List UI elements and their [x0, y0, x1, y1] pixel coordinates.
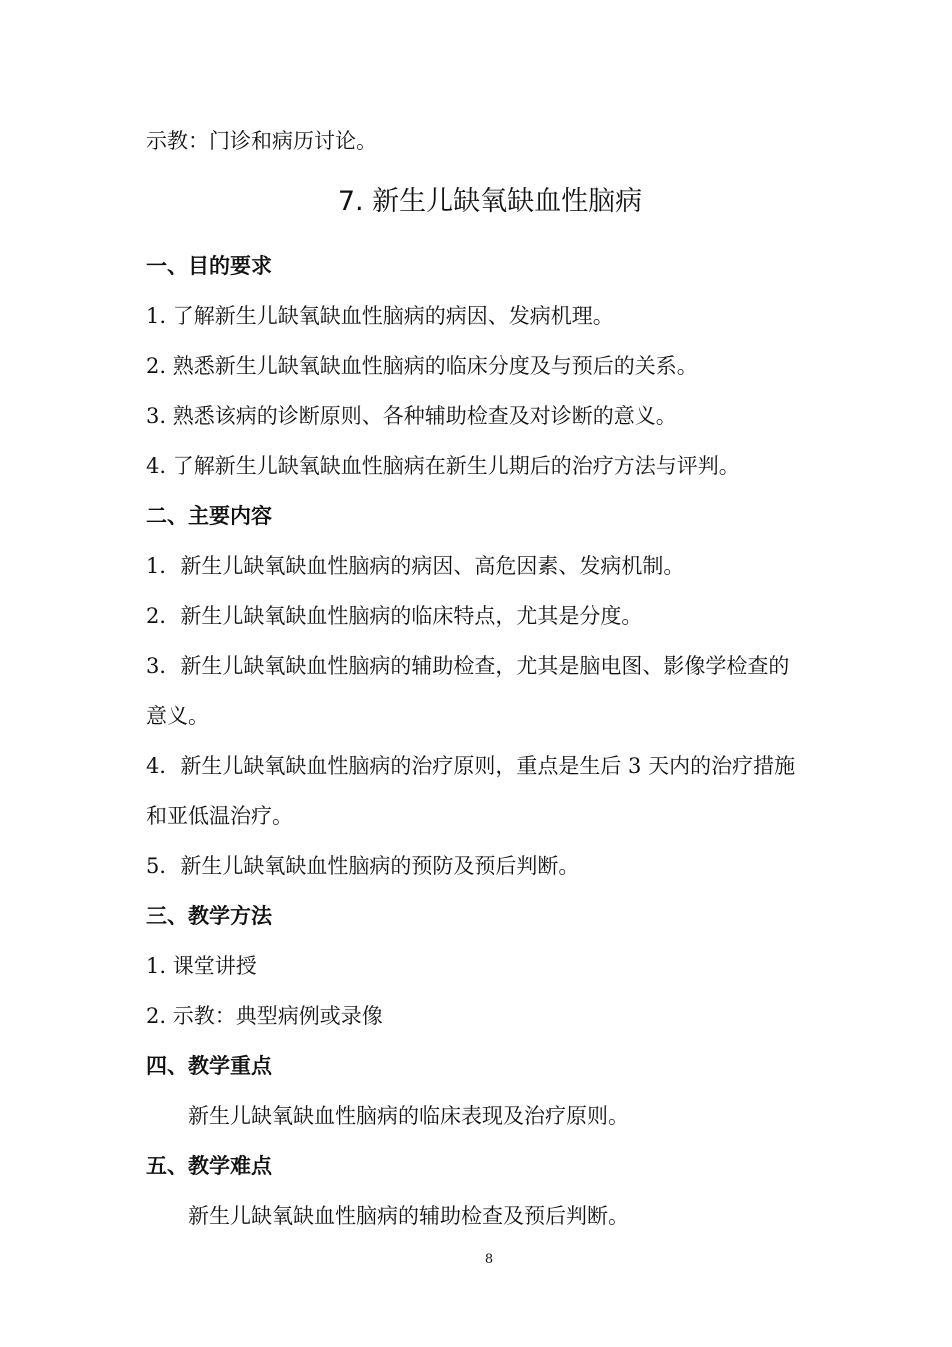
objective-item: 4. 了解新生儿缺氧缺血性脑病在新生儿期后的治疗方法与评判。 [146, 454, 740, 478]
key-points-text: 新生儿缺氧缺血性脑病的临床表现及治疗原则。 [188, 1104, 629, 1128]
method-item: 1. 课堂讲授 [146, 954, 257, 978]
objective-item: 2. 熟悉新生儿缺氧缺血性脑病的临床分度及与预后的关系。 [146, 354, 698, 378]
objective-item: 1. 了解新生儿缺氧缺血性脑病的病因、发病机理。 [146, 304, 614, 328]
content-heading: 二、主要内容 [146, 504, 272, 528]
method-item: 2. 示教：典型病例或录像 [146, 1004, 383, 1028]
content-item: 3．新生儿缺氧缺血性脑病的辅助检查，尤其是脑电图、影像学检查的 [146, 654, 790, 678]
objective-item: 3. 熟悉该病的诊断原则、各种辅助检查及对诊断的意义。 [146, 404, 677, 428]
objectives-heading: 一、目的要求 [146, 254, 272, 278]
page-number: 8 [484, 1252, 494, 1267]
content-item: 4．新生儿缺氧缺血性脑病的治疗原则，重点是生后 3 天内的治疗措施 [146, 754, 796, 778]
difficulties-text: 新生儿缺氧缺血性脑病的辅助检查及预后判断。 [188, 1204, 629, 1228]
content-item: 2．新生儿缺氧缺血性脑病的临床特点，尤其是分度。 [146, 604, 643, 628]
key-points-heading: 四、教学重点 [146, 1054, 272, 1078]
content-item-continuation: 意义。 [146, 704, 209, 728]
intro-line: 示教：门诊和病历讨论。 [146, 129, 377, 153]
difficulties-heading: 五、教学难点 [146, 1154, 272, 1178]
content-item: 5．新生儿缺氧缺血性脑病的预防及预后判断。 [146, 854, 580, 878]
methods-heading: 三、教学方法 [146, 904, 272, 928]
section-title: 7. 新生儿缺氧缺血性脑病 [337, 186, 643, 217]
content-item-continuation: 和亚低温治疗。 [146, 804, 293, 828]
content-item: 1．新生儿缺氧缺血性脑病的病因、高危因素、发病机制。 [146, 554, 685, 578]
